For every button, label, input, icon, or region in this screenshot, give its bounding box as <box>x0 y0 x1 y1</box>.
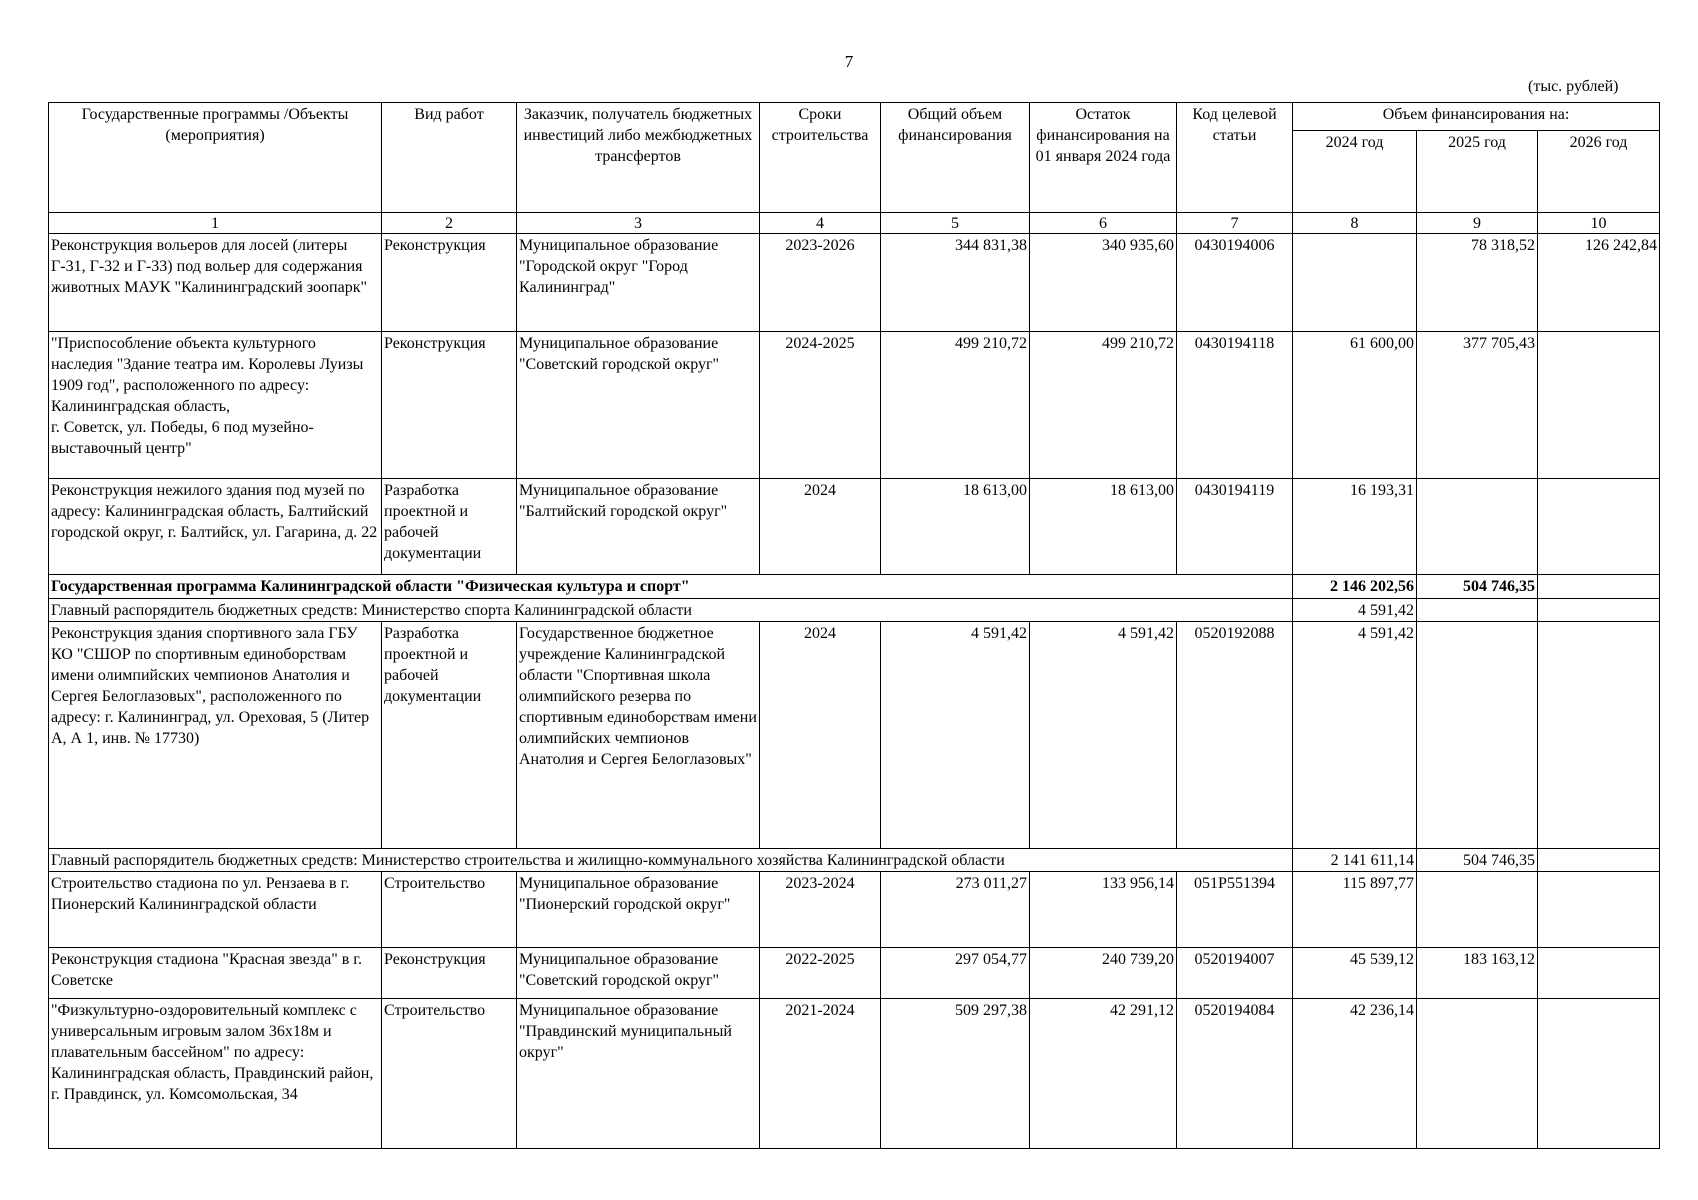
col-number: 3 <box>517 213 760 234</box>
amount-2025 <box>1417 999 1538 1149</box>
period: 2023-2024 <box>760 872 881 948</box>
manager-title: Главный распорядитель бюджетных средств: Министерство строительства и жилищно-коммунального хозяйства Калининградской области <box>49 849 1293 872</box>
remainder-amount: 340 935,60 <box>1030 234 1177 332</box>
remainder-amount: 499 210,72 <box>1030 332 1177 479</box>
program-row <box>49 575 1660 599</box>
customer: Муниципальное образование "Городской округ "Город Калининград" <box>517 234 760 332</box>
column-numbers-row <box>49 213 1660 234</box>
col-number: 5 <box>881 213 1030 234</box>
customer: Муниципальное образование "Пионерский городской округ" <box>517 872 760 948</box>
header-year-2026: 2026 год <box>1538 131 1660 213</box>
target-code: 051P551394 <box>1177 872 1293 948</box>
amount-2025 <box>1417 872 1538 948</box>
col-number: 8 <box>1293 213 1417 234</box>
object-name: Реконструкция здания спортивного зала ГБУ КО "СШОР по спортивным единоборствам имени олимпийских чемпионов Анатолия и Сергея Белоглазовых", расположенного по адресу: г. Калининград, ул. Ореховая, 5 (Литер А, А 1, инв. № 17730) <box>49 622 382 849</box>
work-type: Разработка проектной и рабочей документации <box>382 479 517 575</box>
manager-2024: 4 591,42 <box>1293 599 1417 622</box>
manager-2026 <box>1538 849 1660 872</box>
amount-2026 <box>1538 332 1660 479</box>
customer: Муниципальное образование "Советский городской округ" <box>517 332 760 479</box>
work-type: Реконструкция <box>382 332 517 479</box>
amount-2026 <box>1538 999 1660 1149</box>
period: 2021-2024 <box>760 999 881 1149</box>
target-code: 0430194118 <box>1177 332 1293 479</box>
period: 2024 <box>760 622 881 849</box>
customer: Муниципальное образование "Советский городской округ" <box>517 948 760 999</box>
amount-2026: 126 242,84 <box>1538 234 1660 332</box>
program-2025: 504 746,35 <box>1417 575 1538 599</box>
work-type: Строительство <box>382 872 517 948</box>
object-name: Реконструкция нежилого здания под музей по адресу: Калининградская область, Балтийский городской округ, г. Балтийск, ул. Гагарина, д. 22 <box>49 479 382 575</box>
amount-2026 <box>1538 872 1660 948</box>
header-customer: Заказчик, получатель бюджетных инвестиций либо межбюджетных трансфертов <box>517 103 760 213</box>
manager-row <box>49 599 1660 622</box>
amount-2024: 115 897,77 <box>1293 872 1417 948</box>
total-amount: 4 591,42 <box>881 622 1030 849</box>
table-row <box>49 479 1660 575</box>
target-code: 0430194119 <box>1177 479 1293 575</box>
remainder-amount: 133 956,14 <box>1030 872 1177 948</box>
total-amount: 499 210,72 <box>881 332 1030 479</box>
page-number: 7 <box>844 52 854 71</box>
table-row <box>49 872 1660 948</box>
amount-2024: 4 591,42 <box>1293 622 1417 849</box>
col-number: 9 <box>1417 213 1538 234</box>
customer: Муниципальное образование "Правдинский муниципальный округ" <box>517 999 760 1149</box>
header-row-1 <box>49 103 1660 131</box>
total-amount: 344 831,38 <box>881 234 1030 332</box>
remainder-amount: 18 613,00 <box>1030 479 1177 575</box>
work-type: Реконструкция <box>382 948 517 999</box>
header-year-2024: 2024 год <box>1293 131 1417 213</box>
remainder-amount: 42 291,12 <box>1030 999 1177 1149</box>
amount-2024: 42 236,14 <box>1293 999 1417 1149</box>
amount-2024: 16 193,31 <box>1293 479 1417 575</box>
remainder-amount: 4 591,42 <box>1030 622 1177 849</box>
period: 2022-2025 <box>760 948 881 999</box>
col-number: 7 <box>1177 213 1293 234</box>
header-work-type: Вид работ <box>382 103 517 213</box>
total-amount: 297 054,77 <box>881 948 1030 999</box>
total-amount: 18 613,00 <box>881 479 1030 575</box>
col-number: 4 <box>760 213 881 234</box>
amount-2024: 45 539,12 <box>1293 948 1417 999</box>
table-row <box>49 999 1660 1149</box>
program-2026 <box>1538 575 1660 599</box>
target-code: 0430194006 <box>1177 234 1293 332</box>
amount-2026 <box>1538 948 1660 999</box>
manager-title: Главный распорядитель бюджетных средств: Министерство спорта Калининградской области <box>49 599 1293 622</box>
object-name: Реконструкция стадиона "Красная звезда" в г. Советске <box>49 948 382 999</box>
target-code: 0520194007 <box>1177 948 1293 999</box>
header-code: Код целевой статьи <box>1177 103 1293 213</box>
work-type: Разработка проектной и рабочей документации <box>382 622 517 849</box>
object-name: Строительство стадиона по ул. Рензаева в г. Пионерский Калининградской области <box>49 872 382 948</box>
header-programs: Государственные программы /Объекты (мероприятия) <box>49 103 382 213</box>
col-number: 1 <box>49 213 382 234</box>
col-number: 2 <box>382 213 517 234</box>
amount-2025 <box>1417 622 1538 849</box>
table-row <box>49 948 1660 999</box>
object-name: "Физкультурно-оздоровительный комплекс с универсальным игровым залом 36х18м и плавательным бассейном" по адресу: Калининградская область, Правдинский район, г. Правдинск, ул. Комсомольская, 34 <box>49 999 382 1149</box>
customer: Государственное бюджетное учреждение Калининградской области "Спортивная школа олимпийского резерва по спортивным единоборствам имени олимпийских чемпионов Анатолия и Сергея Белоглазовых" <box>517 622 760 849</box>
amount-2025 <box>1417 479 1538 575</box>
program-2024: 2 146 202,56 <box>1293 575 1417 599</box>
period: 2023-2026 <box>760 234 881 332</box>
table-row <box>49 622 1660 849</box>
header-period: Сроки строительства <box>760 103 881 213</box>
amount-2025: 377 705,43 <box>1417 332 1538 479</box>
amount-2025: 78 318,52 <box>1417 234 1538 332</box>
target-code: 0520194084 <box>1177 999 1293 1149</box>
customer: Муниципальное образование "Балтийский городской округ" <box>517 479 760 575</box>
amount-2024 <box>1293 234 1417 332</box>
manager-2026 <box>1538 599 1660 622</box>
total-amount: 509 297,38 <box>881 999 1030 1149</box>
target-code: 0520192088 <box>1177 622 1293 849</box>
table-row <box>49 234 1660 332</box>
col-number: 10 <box>1538 213 1660 234</box>
period: 2024-2025 <box>760 332 881 479</box>
col-number: 6 <box>1030 213 1177 234</box>
amount-2024: 61 600,00 <box>1293 332 1417 479</box>
manager-row <box>49 849 1660 872</box>
manager-2025 <box>1417 599 1538 622</box>
manager-2024: 2 141 611,14 <box>1293 849 1417 872</box>
work-type: Строительство <box>382 999 517 1149</box>
total-amount: 273 011,27 <box>881 872 1030 948</box>
object-name: "Приспособление объекта культурного наследия "Здание театра им. Королевы Луизы 1909 год", расположенного по адресу: Калининградская область, г. Советск, ул. Победы, 6 под музейно-выставочный центр" <box>49 332 382 479</box>
object-name: Реконструкция вольеров для лосей (литеры Г-31, Г-32 и Г-33) под вольер для содержания животных МАУК "Калининградский зоопарк" <box>49 234 382 332</box>
work-type: Реконструкция <box>382 234 517 332</box>
header-financing-group: Объем финансирования на: <box>1293 103 1660 131</box>
header-year-2025: 2025 год <box>1417 131 1538 213</box>
program-title: Государственная программа Калининградской области "Физическая культура и спорт" <box>49 575 1293 599</box>
amount-2026 <box>1538 479 1660 575</box>
amount-2026 <box>1538 622 1660 849</box>
amount-2025: 183 163,12 <box>1417 948 1538 999</box>
table-row <box>49 332 1660 479</box>
header-total: Общий объем финансирования <box>881 103 1030 213</box>
financing-table <box>48 102 1660 1149</box>
remainder-amount: 240 739,20 <box>1030 948 1177 999</box>
manager-2025: 504 746,35 <box>1417 849 1538 872</box>
units-label: (тыс. рублей) <box>1528 78 1619 95</box>
period: 2024 <box>760 479 881 575</box>
header-remainder: Остаток финансирования на 01 января 2024 года <box>1030 103 1177 213</box>
